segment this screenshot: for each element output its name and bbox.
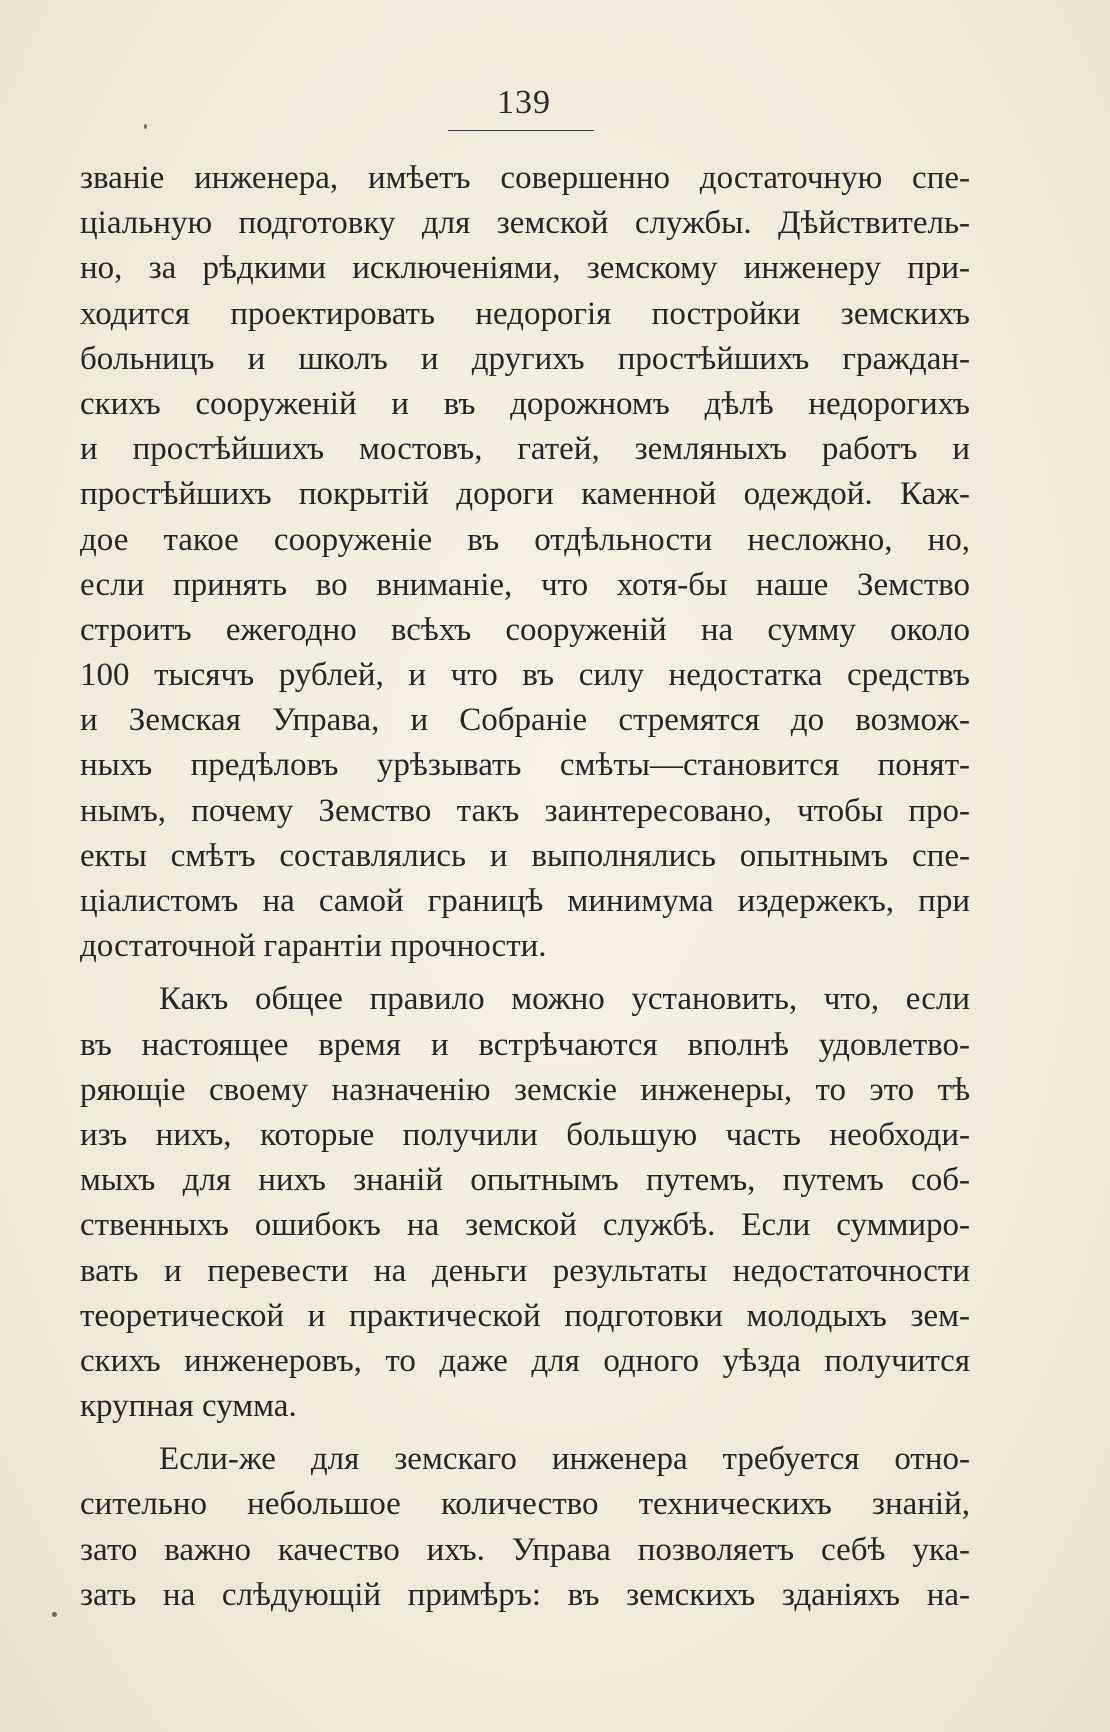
text-line: больницъ и школъ и другихъ простѣйшихъ граждан- <box>80 340 970 377</box>
text-line: 100 тысячъ рублей, и что въ силу недостатка средствъ <box>80 657 970 694</box>
paragraph-gap <box>80 969 970 977</box>
text-line: скихъ инженеровъ, то даже для одного уѣзда получится <box>80 1342 970 1379</box>
text-line: крупная сумма. <box>80 1388 297 1425</box>
paragraph <box>80 1437 970 1618</box>
text-line: Какъ общее правило можно установить, что, если <box>159 981 970 1018</box>
text-line: и Земская Управа, и Собраніе стремятся до возмож- <box>80 702 970 739</box>
text-line: ціальную подготовку для земской службы. Дѣйствитель- <box>80 205 970 242</box>
text-line: Если-же для земскаго инженера требуется отно- <box>159 1441 970 1478</box>
text-line: ходится проектировать недорогія постройки земскихъ <box>80 295 970 332</box>
page-number-rule <box>448 130 594 131</box>
text-line: ныхъ предѣловъ урѣзывать смѣты—становится понят- <box>80 747 970 784</box>
text-line: дое такое сооруженіе въ отдѣльности несложно, но, <box>80 521 970 558</box>
text-line: вать и перевести на деньги результаты недостаточности <box>80 1252 970 1289</box>
text-line: достаточной гарантіи прочности. <box>80 928 547 965</box>
text-line: простѣйшихъ покрытій дороги каменной одеждой. Каж- <box>80 476 970 513</box>
text-line: сительно небольшое количество техническихъ знаній, <box>80 1486 970 1523</box>
text-line: но, за рѣдкими исключеніями, земскому инженеру при- <box>80 250 970 287</box>
text-line: и простѣйшихъ мостовъ, гатей, земляныхъ работъ и <box>80 431 970 468</box>
text-line: теоретической и практической подготовки молодыхъ зем- <box>80 1297 970 1334</box>
text-line: ряющіе своему назначенію земскіе инженеры, то это тѣ <box>80 1071 970 1108</box>
text-line: строитъ ежегодно всѣхъ сооруженій на сумму около <box>80 611 970 648</box>
paragraph <box>80 156 970 969</box>
text-line: екты смѣтъ составлялись и выполнялись опытнымъ спе- <box>80 837 970 874</box>
page-number: 139 <box>497 84 551 121</box>
text-line: ственныхъ ошибокъ на земской службѣ. Если суммиро- <box>80 1207 970 1244</box>
text-line: званіе инженера, имѣетъ совершенно достаточную спе- <box>80 160 970 196</box>
text-line: если принять во вниманіе, что хотя-бы наше Земство <box>80 566 970 603</box>
paragraph <box>80 977 970 1429</box>
text-line: въ настоящее время и встрѣчаются вполнѣ удовлетво- <box>80 1026 970 1063</box>
paper-speck <box>52 1612 57 1617</box>
paragraph-gap <box>80 1429 970 1437</box>
body-text <box>80 156 970 1618</box>
text-line: зать на слѣдующій примѣръ: въ земскихъ зданіяхъ на- <box>80 1576 970 1613</box>
paper-speck <box>144 124 147 129</box>
text-line: изъ нихъ, которые получили большую часть необходи- <box>80 1116 970 1153</box>
text-line: мыхъ для нихъ знаній опытнымъ путемъ, путемъ соб- <box>80 1162 970 1199</box>
text-line: зато важно качество ихъ. Управа позволяетъ себѣ ука- <box>80 1531 970 1568</box>
text-line: скихъ сооруженій и въ дорожномъ дѣлѣ недорогихъ <box>80 385 970 422</box>
text-line: ціалистомъ на самой границѣ минимума издержекъ, при <box>80 883 970 919</box>
text-line: нымъ, почему Земство такъ заинтересовано, чтобы про- <box>80 792 970 829</box>
